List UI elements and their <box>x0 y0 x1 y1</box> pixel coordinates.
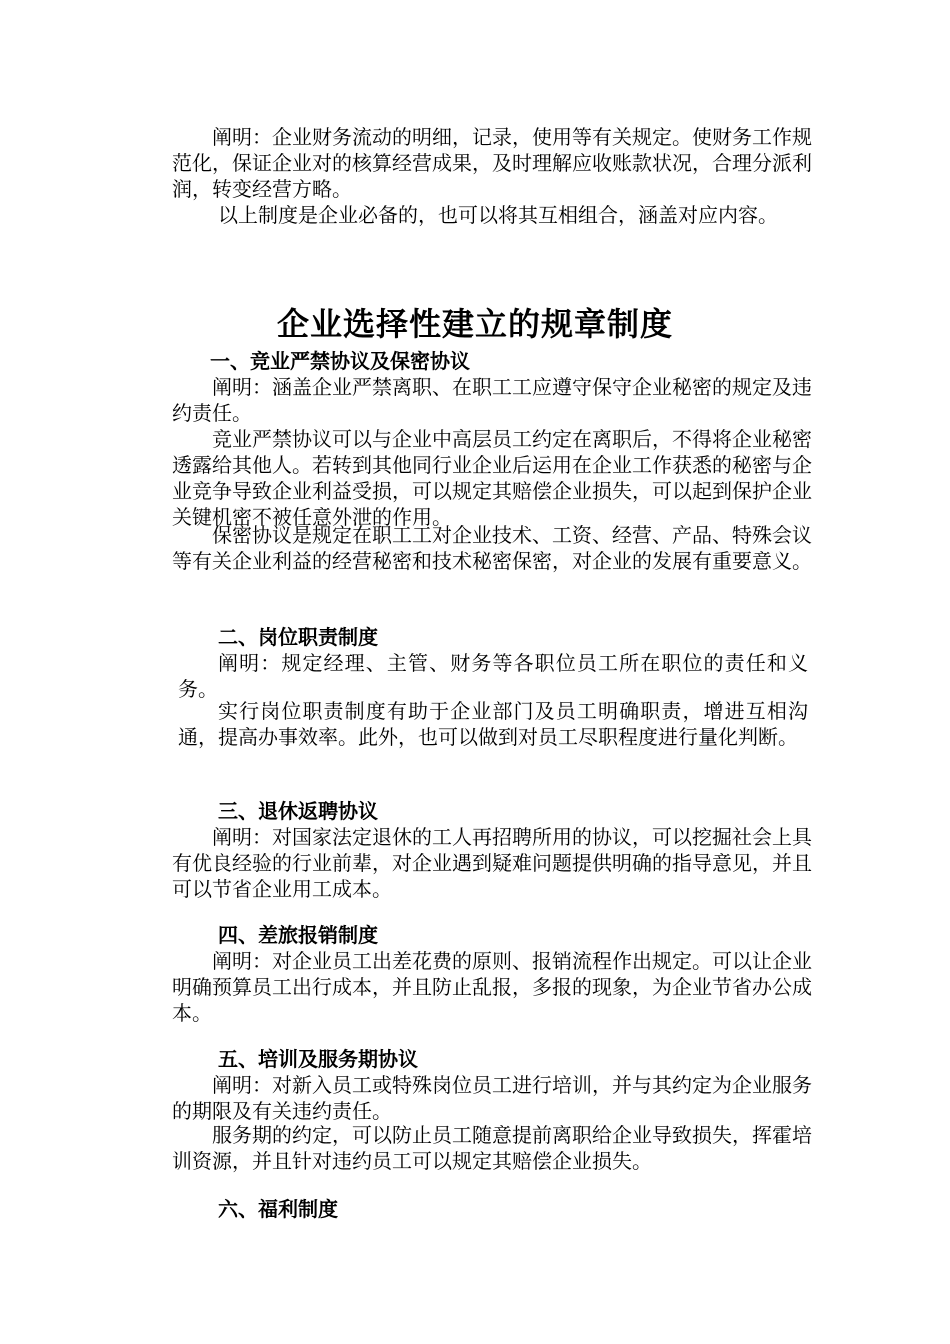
section-4-paragraph-1: 阐明：对企业员工出差花费的原则、报销流程作出规定。可以让企业明确预算员工出行成本，并且防止乱报，多报的现象，为企业节省办公成本。 <box>172 949 812 1025</box>
top-paragraph-2: 以上制度是企业必备的，也可以将其互相组合，涵盖对应内容。 <box>218 203 778 227</box>
section-2-paragraph-2: 实行岗位职责制度有助于企业部门及员工明确职责，增进互相沟通，提高办事效率。此外，也可以做到对员工尽职程度进行量化判断。 <box>178 699 808 749</box>
section-heading-5: 五、培训及服务期协议 <box>218 1047 418 1071</box>
section-1-paragraph-2: 竞业严禁协议可以与企业中高层员工约定在离职后，不得将企业秘密透露给其他人。若转到其他同行业企业后运用在企业工作获悉的秘密与企业竞争导致企业利益受损，可以规定其赔偿企业损失，可以起到保护企业关键机密不被任意外泄的作用。 <box>172 427 812 529</box>
section-heading-6: 六、福利制度 <box>218 1197 338 1221</box>
section-5-paragraph-2: 服务期的约定，可以防止员工随意提前离职给企业导致损失，挥霍培训资源，并且针对违约员工可以规定其赔偿企业损失。 <box>172 1123 812 1173</box>
page-title: 企业选择性建立的规章制度 <box>276 305 673 343</box>
section-2-paragraph-1: 阐明：规定经理、主管、财务等各职位员工所在职位的责任和义务。 <box>178 651 808 701</box>
section-1-paragraph-3: 保密协议是规定在职工工对企业技术、工资、经营、产品、特殊会议等有关企业利益的经营秘密和技术秘密保密，对企业的发展有重要意义。 <box>172 523 812 573</box>
top-paragraph-1: 阐明：企业财务流动的明细，记录，使用等有关规定。使财务工作规范化，保证企业对的核算经营成果，及时理解应收账款状况，合理分派利润，转变经营方略。 <box>172 125 812 201</box>
section-3-paragraph-1: 阐明：对国家法定退休的工人再招聘所用的协议，可以挖掘社会上具有优良经验的行业前辈，对企业遇到疑难问题提供明确的指导意见，并且可以节省企业用工成本。 <box>172 825 812 901</box>
section-heading-4: 四、差旅报销制度 <box>218 923 378 947</box>
section-heading-3: 三、退休返聘协议 <box>218 799 378 823</box>
section-1-paragraph-1: 阐明：涵盖企业严禁离职、在职工工应遵守保守企业秘密的规定及违约责任。 <box>172 375 812 425</box>
section-5-paragraph-1: 阐明：对新入员工或特殊岗位员工进行培训，并与其约定为企业服务的期限及有关违约责任。 <box>172 1073 812 1123</box>
section-heading-1: 一、竞业严禁协议及保密协议 <box>210 349 470 373</box>
section-heading-2: 二、岗位职责制度 <box>218 625 378 649</box>
